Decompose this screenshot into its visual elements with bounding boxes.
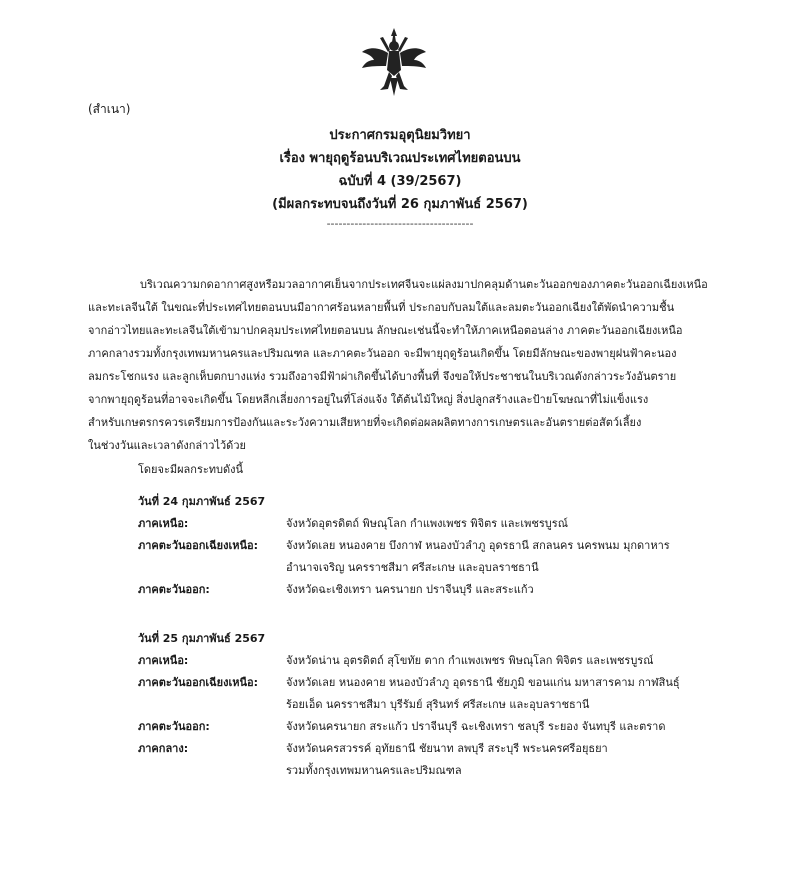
region-row [138,738,726,782]
region-row [138,716,726,738]
subject-line: เรื่อง พายุฤดูร้อนบริเวณประเทศไทยตอนบน [279,151,521,166]
province-line: รวมทั้งกรุงเทพมหานครและปริมณฑล [286,764,462,777]
province-line: จังหวัดเลย หนองคาย บึงกาฬ หนองบัวลำภู อุดรธานี สกลนคร นครพนม มุกดาหาร [286,539,670,552]
body-line: ภาคกลางรวมทั้งกรุงเทพมหานครและปริมณฑล และภาคตะวันออก จะมีพายุฤดูร้อนเกิดขึ้น โดยมีลักษณะของพายุฝนฟ้าคะนอง [88,347,677,360]
region-name: ภาคตะวันออก: [138,583,210,596]
province-line: จังหวัดน่าน อุตรดิตถ์ สุโขทัย ตาก กำแพงเพชร พิษณุโลก พิจิตร และเพชรบูรณ์ [286,654,654,667]
day-title: วันที่ 25 กุมภาพันธ์ 2567 [138,632,266,645]
province-list [286,535,726,579]
region-row [138,535,726,579]
region-row [138,672,726,716]
effective-date: (มีผลกระทบจนถึงวันที่ 26 กุมภาพันธ์ 2567) [272,197,528,212]
province-line: จังหวัดนครนายก สระแก้ว ปราจีนบุรี ฉะเชิงเทรา ชลบุรี ระยอง จันทบุรี และตราด [286,720,666,733]
body-line: และทะเลจีนใต้ ในขณะที่ประเทศไทยตอนบนมีอากาศร้อนหลายพื้นที่ ประกอบกับลมใต้และลมตะวันออกเฉียงใต้พัดนำความชื้น [88,301,675,314]
region-row [138,650,726,672]
region-name: ภาคกลาง: [138,742,189,755]
province-list [286,579,726,601]
title-block [0,124,800,232]
province-line: จังหวัดนครสวรรค์ อุทัยธานี ชัยนาท ลพบุรี สระบุรี พระนครศรีอยุธยา [286,742,608,755]
issue-number: ฉบับที่ 4 (39/2567) [338,174,462,189]
province-list [286,738,726,782]
region-row [138,513,726,535]
body-line: ลมกระโชกแรง และลูกเห็บตกบางแห่ง รวมถึงอาจมีฟ้าผ่าเกิดขึ้นได้บางพื้นที่ จึงขอให้ประชาชนในบริเวณดังกล่าวระวังอันตราย [88,370,677,383]
province-list [286,672,726,716]
region-name: ภาคเหนือ: [138,654,189,667]
province-list [286,513,726,535]
region-name: ภาคเหนือ: [138,517,189,530]
body-line: จากอ่าวไทยและทะเลจีนใต้เข้ามาปกคลุมประเทศไทยตอนบน ลักษณะเช่นนี้จะทำให้ภาคเหนือตอนล่าง ภาคตะวันออกเฉียงเหนือ [88,324,683,337]
region-name: ภาคตะวันออกเฉียงเหนือ: [138,539,259,552]
province-line: จังหวัดฉะเชิงเทรา นครนายก ปราจีนบุรี และสระแก้ว [286,583,534,596]
body-paragraph [88,273,720,457]
copy-label: (สำเนา) [88,102,131,116]
title-line: ประกาศกรมอุตุนิยมวิทยา [329,128,471,143]
region-row [138,579,726,601]
day-section [138,491,726,601]
day-section [138,628,726,782]
province-list [286,716,726,738]
divider: ------------------------------------- [326,217,474,230]
province-line: จังหวัดเลย หนองคาย หนองบัวลำภู อุดรธานี ชัยภูมิ ขอนแก่น มหาสารคาม กาฬสินธุ์ [286,676,680,689]
province-line: ร้อยเอ็ด นครราชสีมา บุรีรัมย์ สุรินทร์ ศรีสะเกษ และอุบลราชธานี [286,698,590,711]
body-line: ในช่วงวันและเวลาดังกล่าวไว้ด้วย [88,439,246,452]
day-title: วันที่ 24 กุมภาพันธ์ 2567 [138,495,266,508]
region-name: ภาคตะวันออก: [138,720,210,733]
province-list [286,650,726,672]
province-line: อำนาจเจริญ นครราชสีมา ศรีสะเกษ และอุบลราชธานี [286,561,539,574]
body-line: บริเวณความกดอากาศสูงหรือมวลอากาศเย็นจากประเทศจีนจะแผ่ลงมาปกคลุมด้านตะวันออกของภาคตะวันออกเฉียงเหนือ [140,278,708,291]
province-line: จังหวัดอุตรดิตถ์ พิษณุโลก กำแพงเพชร พิจิตร และเพชรบูรณ์ [286,517,568,530]
intro-line: โดยจะมีผลกระทบดังนี้ [138,463,244,476]
body-line: สำหรับเกษตรกรควรเตรียมการป้องกันและระวังความเสียหายที่จะเกิดต่อผลผลิตทางการเกษตรและอันตรายต่อสัตว์เลี้ยง [88,416,642,429]
garuda-emblem-icon [358,26,430,98]
body-line: จากพายุฤดูร้อนที่อาจจะเกิดขึ้น โดยหลีกเลี่ยงการอยู่ในที่โล่งแจ้ง ใต้ต้นไม้ใหญ่ สิ่งปลูกสร้างและป้ายโฆษณาที่ไม่แข็งแรง [88,393,649,406]
region-name: ภาคตะวันออกเฉียงเหนือ: [138,676,259,689]
